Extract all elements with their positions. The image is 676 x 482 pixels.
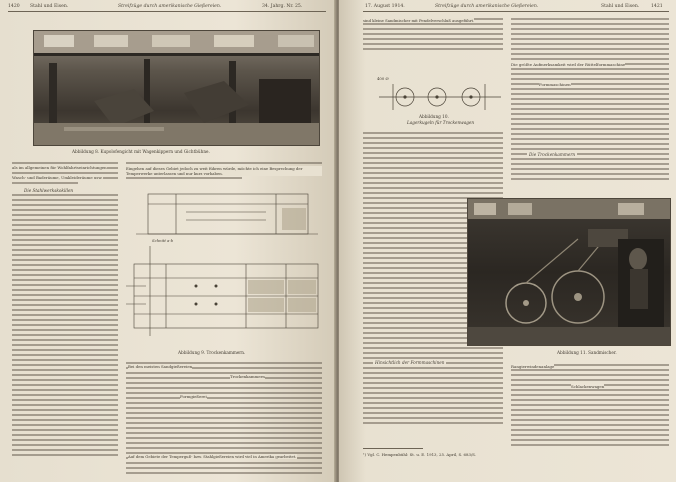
figure-8-photo — [33, 30, 320, 146]
left-page — [0, 0, 336, 482]
right-col2-lower-text — [511, 362, 669, 452]
foundry-photo-shapes — [34, 31, 319, 145]
left-col2-word-1: Bei den meisten Sandgießereien — [128, 364, 193, 369]
right-col2-text — [511, 16, 669, 186]
sand-mixer-photo-shapes — [468, 199, 670, 345]
left-col1-heading: Die Stahlwerkskokillen — [24, 188, 74, 193]
right-col3-word-1: Rangierwindenanlage — [511, 364, 555, 369]
right-date: 17. August 1914. — [365, 4, 405, 9]
left-col1-word-1: als im allgemeinen für Wohlfahrtseinrichtungen — [12, 165, 107, 170]
right-journal-name: Stahl und Eisen. — [601, 4, 640, 9]
figure-10-caption-title: Lagerkugeln für Trockenwagen — [407, 120, 475, 125]
figure-9-section-label: Schnitt a-b — [152, 238, 174, 243]
right-running-title: Streifzüge durch amerikanische Gießereien. — [435, 4, 539, 9]
left-page-number: 1420 — [8, 4, 20, 9]
right-col2-heading: Die Trockenkammern — [529, 152, 576, 157]
figure-8-caption: Abbildung 8. Kupolofengicht mit Wagenkippern und Gichtbühne. — [72, 149, 210, 154]
figure-11-photo — [467, 198, 671, 346]
footnote-rule — [363, 448, 423, 449]
left-col2-intro: Eingehen auf dieses Gebiet jedoch zu weit führen würde, möchte ich eine Besprechung der Temperwerke unterlassen und nur kurz vorhaben. — [126, 166, 322, 176]
left-header-rule — [8, 11, 326, 12]
figure-11-caption: Abbildung 11. Sandmischer. — [557, 350, 617, 355]
left-col2-lower-text — [126, 360, 322, 478]
right-page-number: 1421 — [651, 4, 663, 9]
left-volume: 34. Jahrg. Nr. 25. — [262, 4, 303, 9]
figure-10-caption-number: Abbildung 10. — [419, 114, 449, 119]
right-header-rule — [363, 11, 669, 12]
left-col2-word-3: Formgießerei — [180, 394, 207, 399]
left-col2-word-2: Trockenkammern — [230, 374, 265, 379]
figure-10-drawing — [375, 80, 505, 114]
figure-9-drawing — [126, 186, 324, 354]
right-col3-word-2: Schlackenwagen — [571, 384, 605, 389]
footnote: ¹) Vgl. C. Hempenbühl: St. u. E. 1913, 25. April, S. 683/S. — [363, 452, 477, 457]
left-running-title: Streifzüge durch amerikanische Gießereien. — [118, 4, 222, 9]
right-col2-word-1: Die größte Aufmerksamkeit wird der Rüttelformmaschine — [511, 62, 626, 67]
left-col1-word-2: Wasch- und Baderäume, Umkleideräume usw. — [12, 175, 103, 180]
right-col2-word-2: Formmaschinen — [539, 82, 571, 87]
right-page — [339, 0, 676, 482]
left-column-1-text — [12, 160, 118, 460]
left-journal-name: Stahl und Eisen. — [30, 4, 69, 9]
right-top-text: sind kleine Sandmischer mit Pendelverschluß ausgeführt. — [363, 18, 475, 23]
figure-9-caption: Abbildung 9. Trockenkammern. — [178, 350, 246, 355]
figure-10-dimension-label: 400 Ø — [377, 76, 389, 81]
right-col1-heading: Hinsichtlich der Formmaschinen — [375, 360, 445, 365]
left-col2-bottom: Auf dem Gebiete der Temperguß- bzw. Stahlgießereien wird viel in Amerika gearbeitet. — [128, 454, 297, 459]
